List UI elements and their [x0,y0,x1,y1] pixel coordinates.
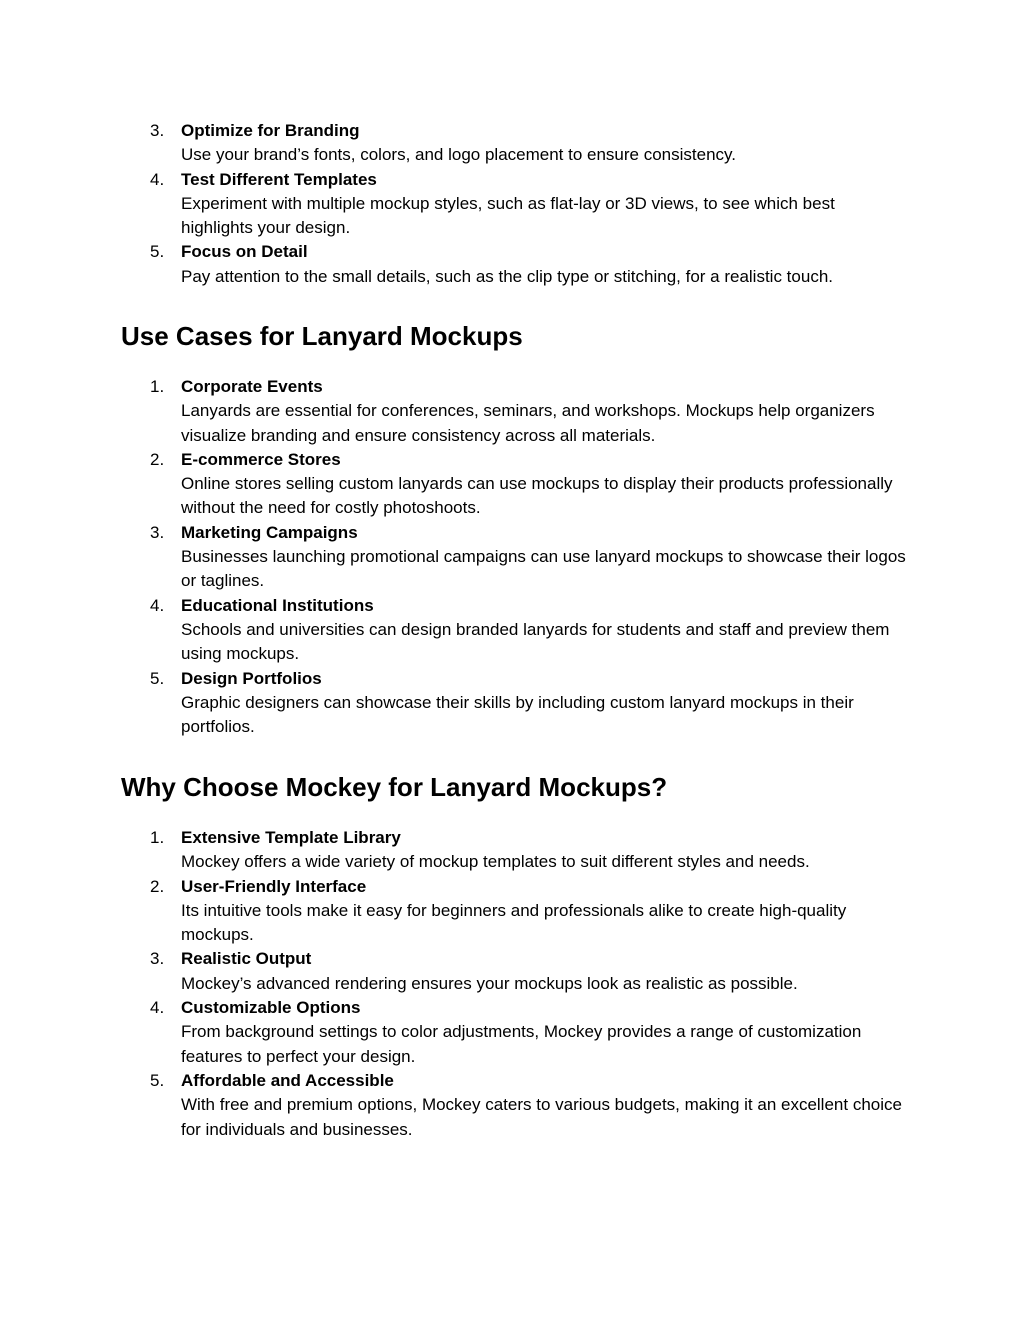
list-item-title: Extensive Template Library [181,828,401,847]
list-item [0,375,911,448]
list-item [0,119,911,168]
list-item [0,168,911,241]
list-item-title: Customizable Options [181,998,361,1018]
list-item [0,521,911,594]
list-number: 2. [150,876,165,896]
list-item-title: Corporate Events [181,377,323,396]
list-item-description: Mockey’s advanced rendering ensures your mockups look as realistic as possible. [181,973,798,993]
list-item [0,240,911,289]
list-item [0,826,911,875]
list-number: 3. [150,949,165,969]
list-item [0,996,911,1069]
list-number: 5. [150,1070,165,1090]
list-item-title: Optimize for Branding [181,121,360,140]
list-item-title: Educational Institutions [181,595,374,615]
list-item-title: User-Friendly Interface [181,876,367,896]
list-item [0,875,911,948]
list-item-title: Test Different Templates [181,169,377,189]
list-item-title: Marketing Campaigns [181,522,358,542]
use-cases-list [0,375,1024,739]
why-mockey-list [0,826,1024,1142]
list-number: 4. [150,595,165,615]
list-item-title: Design Portfolios [181,668,322,688]
list-item-description: Mockey offers a wide variety of mockup templates to suit different styles and needs. [181,852,810,872]
list-item-description: Schools and universities can design branded lanyards for students and staff and preview them using mockups. [181,619,890,664]
list-item [0,947,911,996]
list-number: 5. [150,668,165,688]
list-item-description: Use your brand’s fonts, colors, and logo placement to ensure consistency. [181,145,737,165]
list-item-description: Experiment with multiple mockup styles, such as flat-lay or 3D views, to see which best highlights your design. [181,193,835,238]
list-item [0,448,911,521]
use-cases-heading: Use Cases for Lanyard Mockups [121,321,523,351]
tips-list [0,119,1024,289]
list-number: 3. [150,121,165,140]
list-item [0,1069,911,1142]
list-number: 5. [150,242,165,262]
list-item-description: Graphic designers can showcase their skills by including custom lanyard mockups in their portfolios. [181,692,854,737]
list-item-description: Pay attention to the small details, such as the clip type or stitching, for a realistic touch. [181,266,833,286]
list-number: 2. [150,449,165,469]
list-item-description: Lanyards are essential for conferences, seminars, and workshops. Mockups help organizers visualize branding and ensure consistency across all materials. [181,401,875,445]
list-item [0,667,911,740]
list-number: 1. [150,377,165,396]
why-mockey-heading: Why Choose Mockey for Lanyard Mockups? [121,772,668,802]
list-item-description: Businesses launching promotional campaigns can use lanyard mockups to showcase their logos or taglines. [181,547,906,591]
list-item-description: With free and premium options, Mockey caters to various budgets, making it an excellent choice for individuals and businesses. [181,1095,902,1139]
list-number: 3. [150,522,165,542]
list-item-title: Affordable and Accessible [181,1070,394,1090]
list-item-title: E-commerce Stores [181,449,341,469]
list-item-title: Focus on Detail [181,242,308,262]
list-item-description: Online stores selling custom lanyards can use mockups to display their products professionally without the need for costly photoshoots. [181,474,893,518]
list-number: 1. [150,828,165,847]
list-item-description: From background settings to color adjustments, Mockey provides a range of customization features to perfect your design. [181,1022,862,1066]
list-item [0,594,911,667]
list-number: 4. [150,169,165,189]
list-number: 4. [150,998,165,1018]
list-item-title: Realistic Output [181,949,312,969]
list-item-description: Its intuitive tools make it easy for beginners and professionals alike to create high-quality mockups. [181,900,847,945]
